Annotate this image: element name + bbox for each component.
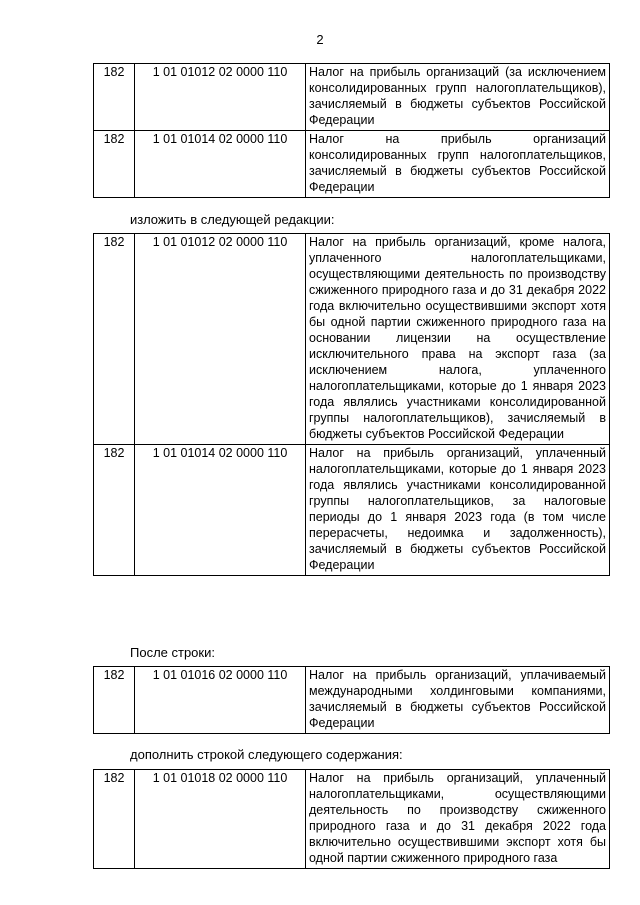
budget-code-table-after [93,666,610,734]
admin-code-cell: 182 [94,131,135,198]
instruction-paragraph-edit: изложить в следующей редакции: [130,212,335,227]
income-name-cell: Налог на прибыль организаций, уплаченный налогоплательщиками, осуществляющими деятельность по производству сжиженного природного газа и до 31 декабря 2022 года включительно осуществившими экспорт хотя бы одной партии сжиженного природного газа [306,770,610,869]
admin-code-cell: 182 [94,64,135,131]
admin-code-cell: 182 [94,770,135,869]
income-name-cell: Налог на прибыль организаций, уплаченный налогоплательщиками, которые до 1 января 2023 года являлись участниками консолидированной группы налогоплательщиков, за налоговые периоды до 1 января 2023 года (в том числе перерасчеты, недоимка и задолженность), зачисляемый в бюджеты субъектов Российской Федерации [306,445,610,576]
income-name-cell: Налог на прибыль организаций, уплачиваемый международными холдинговыми компаниями, зачисляемый в бюджеты субъектов Российской Федерации [306,667,610,734]
income-name-cell: Налог на прибыль организаций консолидированных групп налогоплательщиков, зачисляемый в бюджеты субъектов Российской Федерации [306,131,610,198]
table-row [94,770,610,869]
table-row [94,131,610,198]
page-number: 2 [316,32,324,47]
instruction-paragraph-after: После строки: [130,645,215,660]
budget-code-cell: 1 01 01014 02 0000 110 [135,445,306,576]
income-name-cell: Налог на прибыль организаций, кроме налога, уплаченного налогоплательщиками, осуществляющими деятельность по производству сжиженного природного газа и до 31 декабря 2022 года включительно осуществившими экспорт хотя бы одной партии сжиженного природного газа на основании лицензии на осуществление исключительного права на экспорт газа (за исключением налога, уплаченного налогоплательщиками, которые до 1 января 2023 года являлись участниками консолидированной группы налогоплательщиков), зачисляемый в бюджеты субъектов Российской Федерации [306,234,610,445]
budget-code-table-new [93,233,610,576]
budget-code-cell: 1 01 01012 02 0000 110 [135,64,306,131]
income-name-cell: Налог на прибыль организаций (за исключением консолидированных групп налогоплательщиков), зачисляемый в бюджеты субъектов Российской Федерации [306,64,610,131]
admin-code-cell: 182 [94,234,135,445]
table-row [94,445,610,576]
budget-code-table-old [93,63,610,198]
table-row [94,234,610,445]
budget-code-cell: 1 01 01012 02 0000 110 [135,234,306,445]
admin-code-cell: 182 [94,667,135,734]
table-row [94,64,610,131]
admin-code-cell: 182 [94,445,135,576]
table-row [94,667,610,734]
instruction-paragraph-add: дополнить строкой следующего содержания: [130,747,403,762]
budget-code-cell: 1 01 01016 02 0000 110 [135,667,306,734]
budget-code-cell: 1 01 01018 02 0000 110 [135,770,306,869]
budget-code-table-add [93,769,610,869]
budget-code-cell: 1 01 01014 02 0000 110 [135,131,306,198]
